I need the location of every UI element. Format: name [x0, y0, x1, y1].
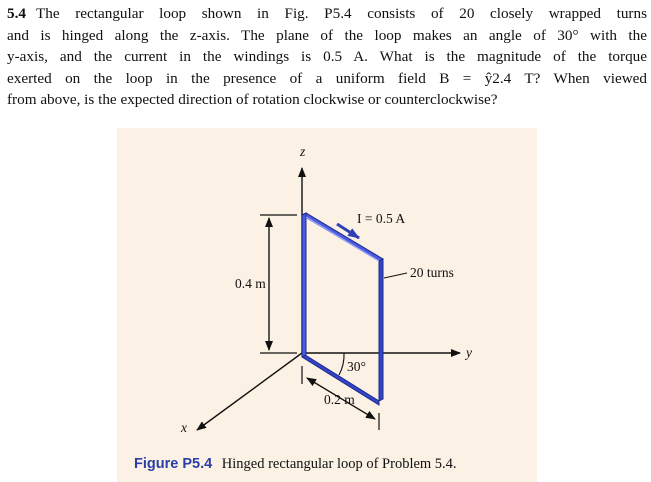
problem-line-2: and is hinged along the z-axis. The plane of the loop makes an angle of 30° with the	[7, 26, 647, 44]
turns-label: 20 turns	[410, 265, 454, 280]
problem-line-4: exerted on the loop in the presence of a uniform field B = ŷ2.4 T? When viewed	[7, 69, 647, 87]
problem-line-1: 5.4 The rectangular loop shown in Fig. P5.4 consists of 20 closely wrapped turns	[7, 5, 647, 22]
figure-caption-label: Figure P5.4	[134, 456, 213, 472]
figure-panel	[117, 128, 537, 482]
loop-diagram	[117, 128, 537, 482]
figure-caption	[134, 456, 457, 473]
current-label: I = 0.5 A	[357, 211, 406, 226]
angle-arc	[339, 353, 344, 375]
width-label: 0.2 m	[324, 392, 355, 407]
turns-leader-line	[384, 273, 407, 278]
problem-line-5: from above, is the expected direction of rotation clockwise or counterclockwise?	[7, 91, 498, 109]
angle-label: 30°	[347, 359, 366, 374]
figure-caption-text: Hinged rectangular loop of Problem 5.4.	[221, 456, 457, 472]
x-axis-label: x	[181, 420, 187, 435]
z-axis-label: z	[300, 144, 306, 159]
height-label: 0.4 m	[235, 276, 266, 291]
problem-line-3: y-axis, and the current in the windings is 0.5 A. What is the magnitude of the torque	[7, 48, 647, 66]
problem-statement	[7, 3, 647, 111]
rectangular-loop	[302, 213, 383, 405]
problem-number: 5.4	[7, 5, 26, 22]
y-axis-label: y	[466, 345, 472, 360]
x-axis-line	[197, 353, 302, 430]
